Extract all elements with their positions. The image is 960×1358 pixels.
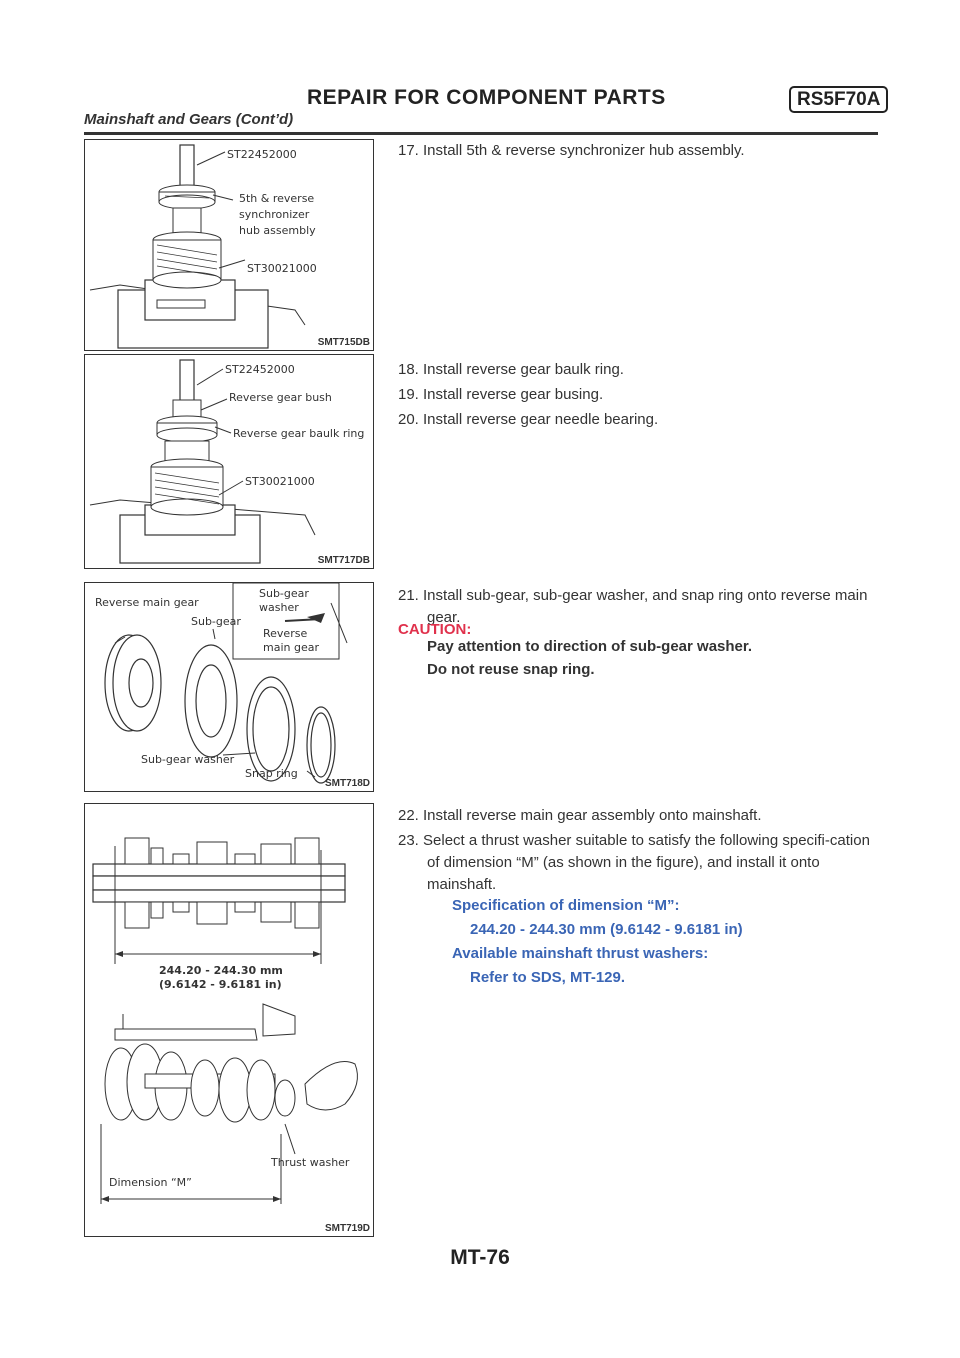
figure-code: SMT715DB — [317, 337, 370, 348]
header-rule — [84, 132, 878, 135]
step-18: 18. Install reverse gear baulk ring. — [398, 361, 624, 378]
step-21: 21. Install sub-gear, sub-gear washer, and snap ring onto reverse main gear. — [398, 587, 868, 626]
hub-assembly-illustration — [85, 140, 375, 352]
fig2-label-tool-2: ST30021000 — [245, 475, 315, 488]
fig3-label-reverse-main-gear: Reverse main gear — [95, 596, 199, 609]
fig3-label-inset-main-gear: main gear — [263, 641, 319, 654]
figure-smt719d — [84, 803, 374, 1237]
step-17: 17. Install 5th & reverse synchronizer hub assembly. — [398, 142, 745, 159]
fig1-label-tool-2: ST30021000 — [247, 262, 317, 275]
figure-code: SMT717DB — [317, 555, 370, 566]
step-23: 23. Select a thrust washer suitable to satisfy the following specifi-cation of dimension “M” (as shown in the figure), and install it onto mainshaft. — [398, 832, 870, 893]
fig3-label-inset-sub-gear: Sub-gear — [259, 587, 309, 600]
spec-label: Specification of dimension “M”: — [452, 897, 680, 914]
caution-label: CAUTION: — [398, 621, 472, 638]
fig3-label-inset-washer: washer — [259, 601, 299, 614]
fig3-label-sub-gear: Sub-gear — [191, 615, 241, 628]
figure-smt715db — [84, 139, 374, 351]
washer-label: Available mainshaft thrust washers: — [452, 945, 709, 962]
spec-value: 244.20 - 244.30 mm (9.6142 - 9.6181 in) — [470, 921, 743, 938]
sub-gear-illustration — [85, 583, 375, 793]
fig1-label-hub-1: 5th & reverse — [239, 192, 315, 205]
fig4-label-thrust-washer: Thrust washer — [271, 1156, 350, 1169]
figure-smt718d — [84, 582, 374, 792]
page-title: REPAIR FOR COMPONENT PARTS — [307, 86, 666, 109]
model-badge: RS5F70A — [789, 86, 888, 113]
caution-item-1: Pay attention to direction of sub-gear washer. — [427, 638, 753, 655]
washer-reference: Refer to SDS, MT-129. — [470, 969, 626, 986]
section-subtitle: Mainshaft and Gears (Cont’d) — [84, 111, 294, 128]
step-22: 22. Install reverse main gear assembly onto mainshaft. — [398, 807, 762, 824]
fig4-label-dimension-m: Dimension “M” — [109, 1176, 192, 1189]
fig1-label-hub-3: hub assembly — [239, 224, 316, 237]
fig1-label-tool-1: ST22452000 — [227, 148, 297, 161]
fig3-label-sub-gear-washer: Sub-gear washer — [141, 753, 235, 766]
figure-smt717db — [84, 354, 374, 569]
dimension-m-illustration — [85, 804, 375, 1238]
fig2-label-bush: Reverse gear bush — [229, 391, 332, 404]
fig3-label-snap-ring: Snap ring — [245, 767, 298, 780]
fig2-label-tool-1: ST22452000 — [225, 363, 295, 376]
caution-item-2: Do not reuse snap ring. — [427, 661, 595, 678]
fig3-label-inset-reverse: Reverse — [263, 627, 308, 640]
page-number: MT-76 — [450, 1246, 510, 1269]
fig2-label-baulk-ring: Reverse gear baulk ring — [233, 427, 365, 440]
figure-code: SMT719D — [324, 1223, 370, 1234]
baulk-ring-illustration — [85, 355, 375, 570]
fig1-label-hub-2: synchronizer — [239, 208, 310, 221]
fig4-label-dimension-mm: 244.20 - 244.30 mm — [159, 964, 283, 977]
step-20: 20. Install reverse gear needle bearing. — [398, 411, 659, 428]
figure-code: SMT718D — [324, 778, 370, 789]
fig4-label-dimension-in: (9.6142 - 9.6181 in) — [159, 978, 282, 991]
step-19: 19. Install reverse gear busing. — [398, 386, 604, 403]
